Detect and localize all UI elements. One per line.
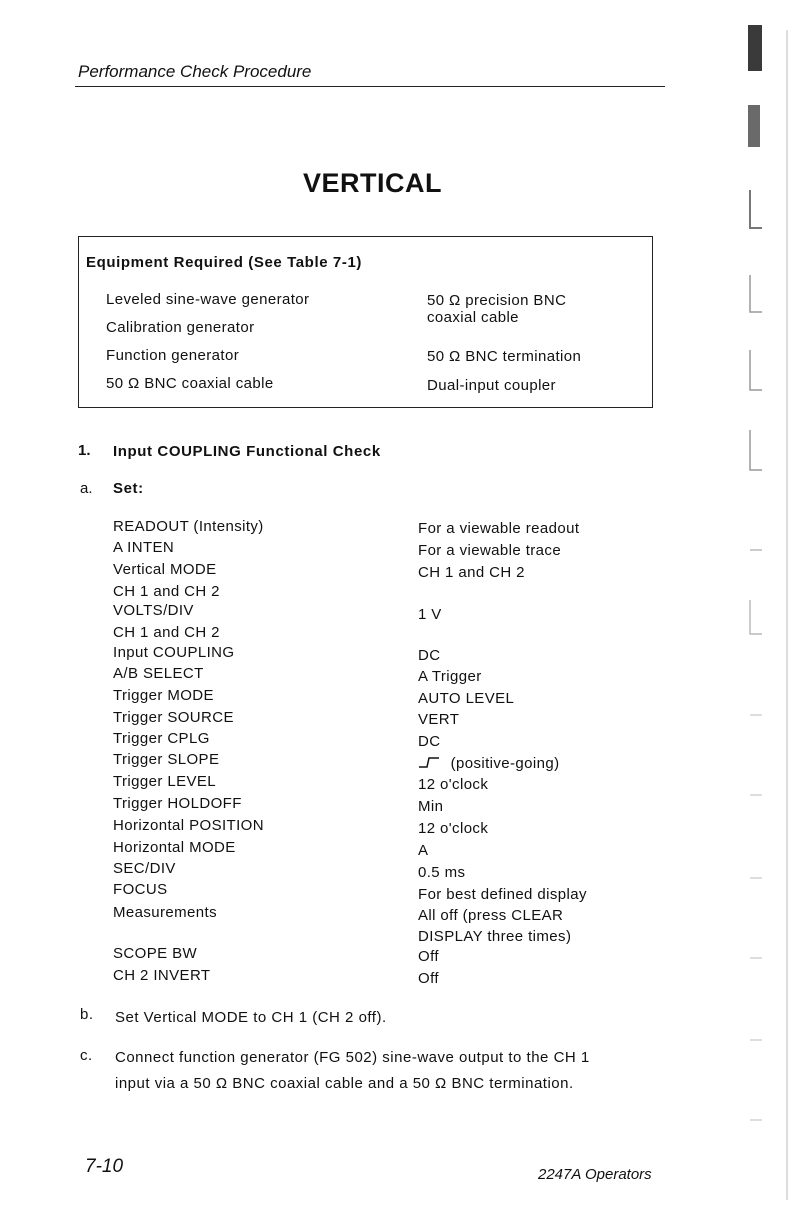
setting-value: For best defined display [418,886,587,903]
setting-name: CH 2 INVERT [113,967,211,984]
setting-name: Vertical MODE [113,561,217,578]
setting-name: FOCUS [113,881,168,898]
equipment-item: Function generator [106,347,240,364]
setting-name: SEC/DIV [113,860,176,877]
substep-b-text: Set Vertical MODE to CH 1 (CH 2 off). [115,1009,387,1026]
equipment-item: 50 Ω BNC coaxial cable [106,375,274,392]
equipment-item: Calibration generator [106,319,255,336]
setting-name: Measurements [113,904,218,921]
substep-label-a: a. [80,480,93,497]
setting-value: A [418,842,429,859]
setting-value: All off (press CLEAR [418,907,564,924]
page-number: 7-10 [85,1156,124,1177]
setting-name: CH 1 and CH 2 [113,624,220,641]
setting-value: DC [418,733,441,750]
rising-edge-icon [418,756,440,770]
substep-c-line2: input via a 50 Ω BNC coaxial cable and a 50 Ω BNC termination. [115,1075,574,1092]
setting-name: Trigger SLOPE [113,751,220,768]
setting-name: CH 1 and CH 2 [113,583,220,600]
substep-label-c: c. [80,1047,93,1064]
substep-c-line1: Connect function generator (FG 502) sine-wave output to the CH 1 [115,1049,590,1066]
manual-title: 2247A Operators [538,1166,652,1183]
setting-value: AUTO LEVEL [418,690,515,707]
header-rule [75,86,665,87]
setting-value: CH 1 and CH 2 [418,564,525,581]
equipment-item: 50 Ω precision BNC coaxial cable [427,292,567,326]
setting-name: Trigger SOURCE [113,709,234,726]
equipment-heading: Equipment Required (See Table 7-1) [86,254,363,271]
edge-tab-mark [748,105,760,147]
equipment-item: Dual-input coupler [427,377,556,394]
setting-name: Trigger LEVEL [113,773,217,790]
setting-name: Trigger MODE [113,687,214,704]
setting-value: (positive-going) [450,755,560,772]
setting-name: Trigger HOLDOFF [113,795,242,812]
equipment-item: Leveled sine-wave generator [106,291,310,308]
edge-tab-mark [750,190,762,228]
substep-a-text: Set: [113,480,144,497]
setting-value: Min [418,798,444,815]
setting-name: VOLTS/DIV [113,602,194,619]
edge-tab-mark [750,275,762,312]
page-title: VERTICAL [303,168,442,198]
setting-name: SCOPE BW [113,945,198,962]
setting-value: VERT [418,711,460,728]
setting-value: 1 V [418,606,442,623]
setting-value: For a viewable readout [418,520,580,537]
setting-name: Horizontal POSITION [113,817,264,834]
setting-value: DC [418,647,441,664]
setting-name: A/B SELECT [113,665,204,682]
edge-tab-mark [750,430,762,470]
setting-value: DISPLAY three times) [418,928,572,945]
setting-name: Input COUPLING [113,644,235,661]
edge-tab-mark [750,350,762,390]
equipment-item: 50 Ω BNC termination [427,348,582,365]
setting-value: A Trigger [418,668,482,685]
step-number: 1. [78,442,91,459]
setting-value: Off [418,948,439,965]
substep-label-b: b. [80,1006,94,1023]
setting-name: Horizontal MODE [113,839,236,856]
setting-value: 12 o'clock [418,820,489,837]
setting-value: 12 o'clock [418,776,489,793]
running-header: Performance Check Procedure [78,62,312,81]
setting-name: Trigger CPLG [113,730,210,747]
setting-name: READOUT (Intensity) [113,518,264,535]
page-edge-marks [730,0,795,1224]
setting-value: Off [418,970,439,987]
setting-value: 0.5 ms [418,864,466,881]
step-heading: Input COUPLING Functional Check [113,443,381,460]
edge-tab-mark [750,600,762,634]
edge-tab-mark [748,25,762,71]
slope-value [418,755,560,773]
setting-value: For a viewable trace [418,542,562,559]
setting-name: A INTEN [113,539,175,556]
